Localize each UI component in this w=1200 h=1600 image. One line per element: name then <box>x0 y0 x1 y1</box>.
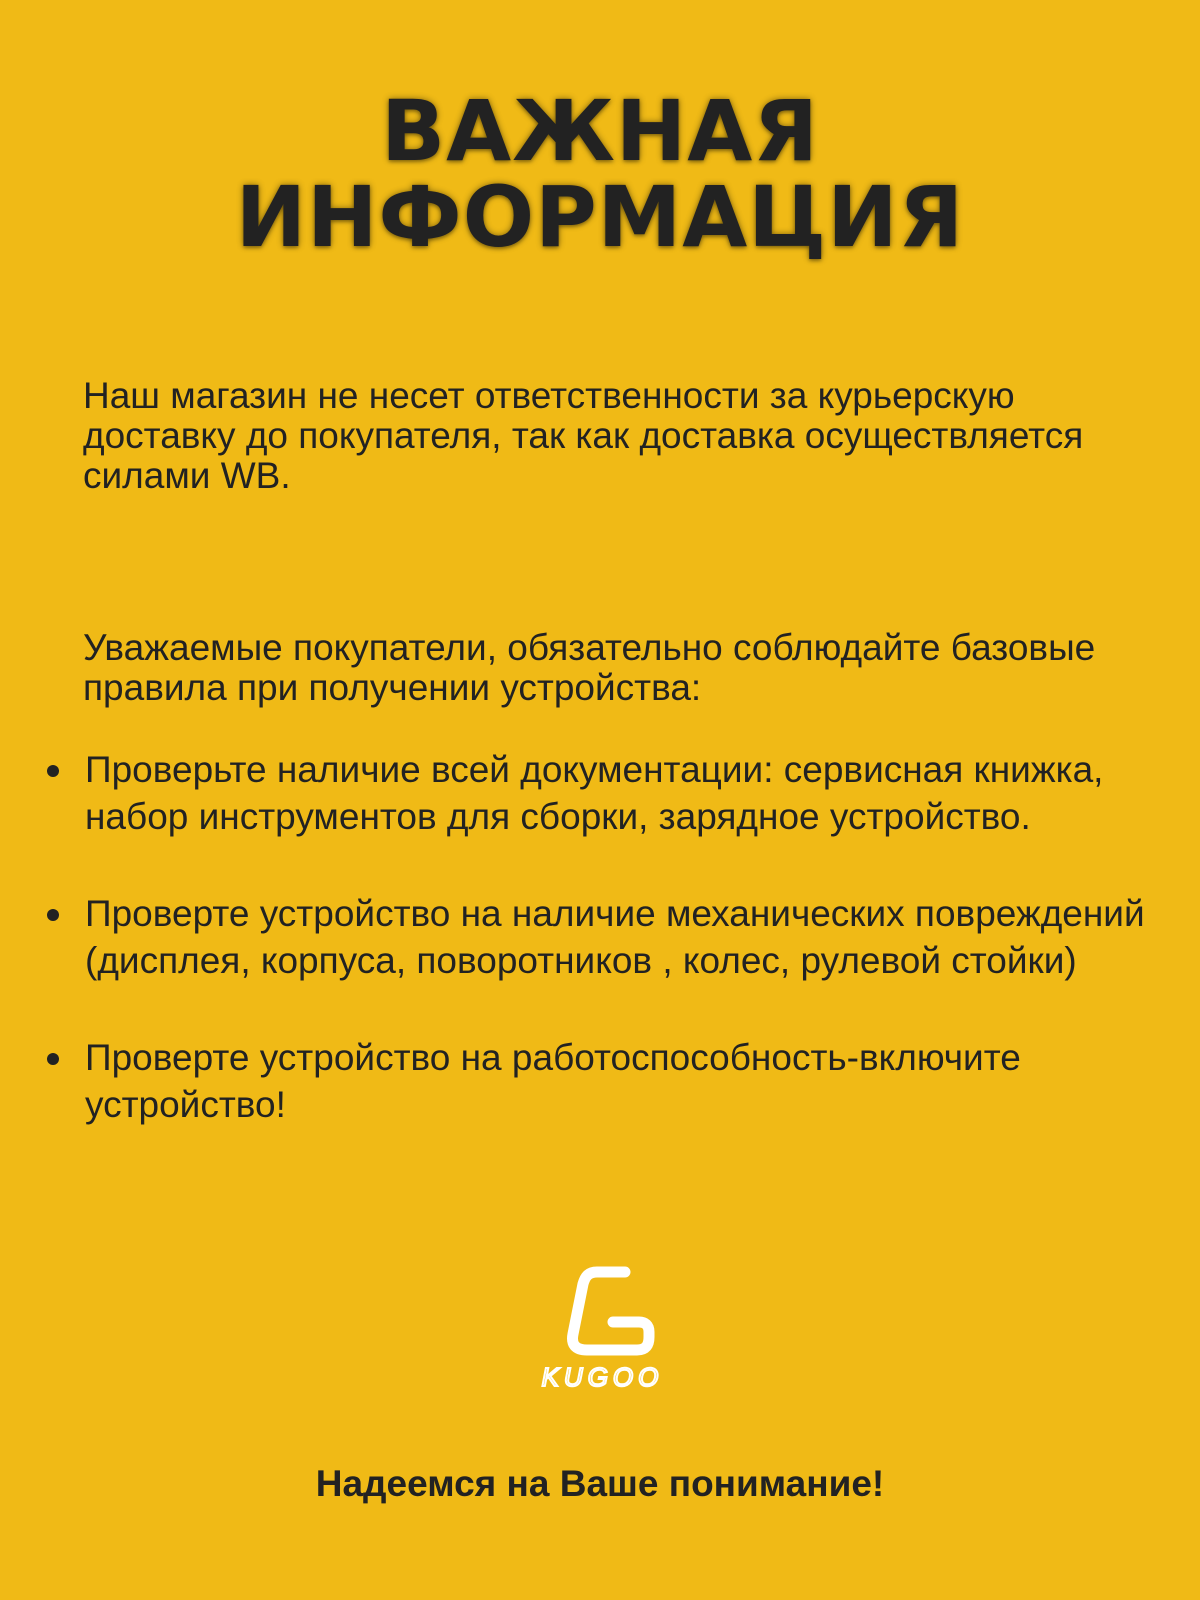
delivery-notice: Наш магазин не несет ответственности за курьерскую доставку до покупателя, так как доставка осуществляется силами WB. <box>83 375 1084 496</box>
list-item <box>40 1034 1190 1128</box>
rule-text: Проверте устройство на наличие механических повреждений (дисплея, корпуса, поворотников , колес, рулевой стойки) <box>85 893 1145 981</box>
bullet-icon <box>47 909 59 921</box>
brand-logo <box>515 1262 690 1392</box>
kugoo-logo-icon <box>555 1262 655 1362</box>
rule-text: Проверьте наличие всей документации: сервисная книжка, набор инструментов для сборки, зарядное устройство. <box>85 749 1104 837</box>
rule-text: Проверте устройство на работоспособность-включите устройство! <box>85 1037 1021 1125</box>
title-line-2: ИНФОРМАЦИЯ <box>235 168 965 266</box>
brand-name: KUGOO <box>541 1362 664 1392</box>
rules-intro: Уважаемые покупатели, обязательно соблюдайте базовые правила при получении устройства: <box>83 627 1096 708</box>
closing-message: Надеемся на Ваше понимание! <box>315 1463 885 1504</box>
list-item <box>40 746 1190 840</box>
page-title <box>0 82 1200 266</box>
rules-list <box>40 746 1190 1178</box>
bullet-icon <box>47 1053 59 1065</box>
list-item <box>40 890 1190 984</box>
bullet-icon <box>47 765 59 777</box>
title-line-1: ВАЖНАЯ <box>381 82 819 180</box>
